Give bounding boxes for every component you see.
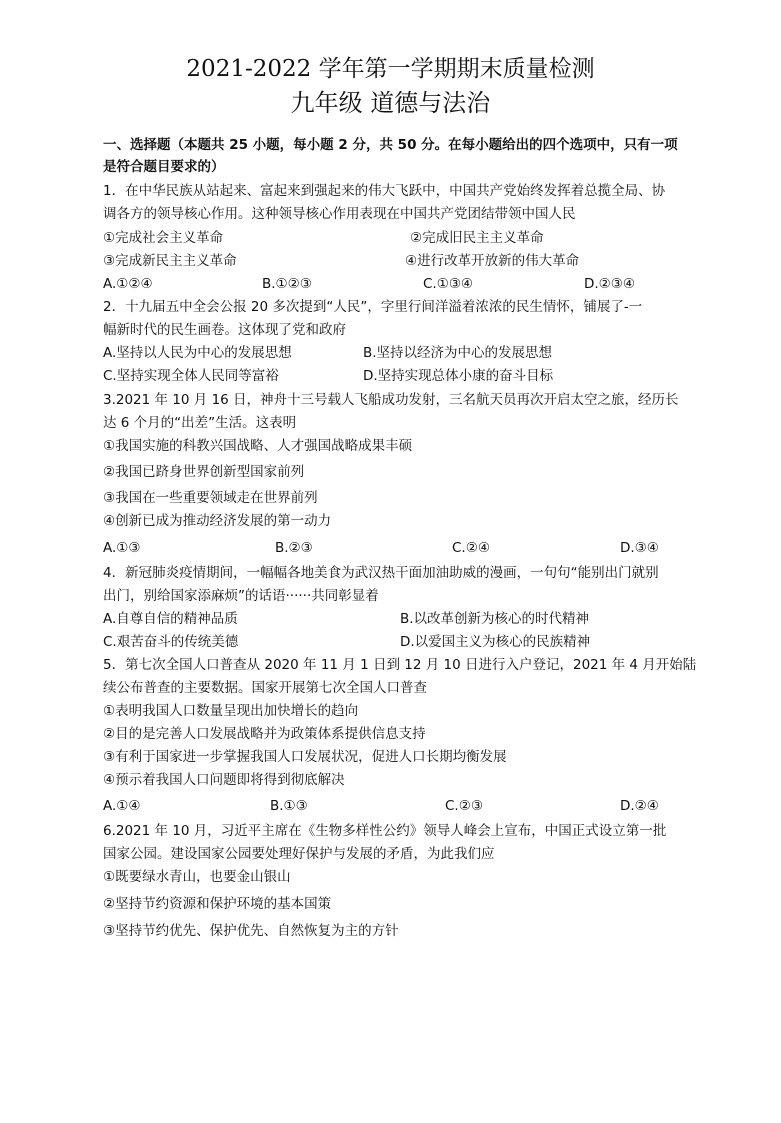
statement: ②我国已跻身世界创新型国家前列: [103, 464, 305, 480]
choice-b[interactable]: B.②③: [275, 540, 313, 556]
question-stem: 调各方的领导核心作用。这种领导核心作用表现在中国共产党团结带领中国人民: [103, 206, 576, 222]
choice-c[interactable]: C.坚持实现全体人民同等富裕: [103, 368, 279, 384]
choice-b[interactable]: B.①②③: [262, 276, 312, 292]
statement: ①表明我国人口数量呈现出加快增长的趋向: [103, 703, 359, 719]
statement: ①既要绿水青山，也要金山银山: [103, 869, 291, 885]
choice-d[interactable]: D.②④: [620, 798, 659, 814]
statement: ①我国实施的科教兴国战略、人才强国战略成果丰硕: [103, 438, 413, 454]
question-stem: 续公布普查的主要数据。国家开展第七次全国人口普查: [103, 680, 427, 696]
statement: ④预示着我国人口问题即将得到彻底解决: [103, 772, 345, 788]
choice-b[interactable]: B.坚持以经济为中心的发展思想: [363, 345, 553, 361]
choice-b[interactable]: B.以改革创新为核心的时代精神: [400, 611, 590, 627]
statement: ③完成新民主主义革命: [103, 253, 237, 269]
statement: ②坚持节约资源和保护环境的基本国策: [103, 896, 332, 912]
statement: ④进行改革开放新的伟大革命: [405, 253, 580, 269]
question-stem: 国家公园。建设国家公园要处理好保护与发展的矛盾，为此我们应: [103, 846, 495, 862]
statement: ①完成社会主义革命: [103, 230, 224, 246]
question-stem: 1．在中华民族从站起来、富起来到强起来的伟大飞跃中，中国共产党始终发挥着总揽全局、协: [103, 183, 666, 199]
section-heading-cont: 是符合题目要求的）: [103, 159, 225, 175]
choice-d[interactable]: D.坚持实现总体小康的奋斗目标: [363, 368, 554, 384]
statement: ③有利于国家进一步掌握我国人口发展状况，促进人口长期均衡发展: [103, 749, 507, 765]
exam-title: 2021-2022 学年第一学期期末质量检测: [186, 56, 595, 82]
choice-a[interactable]: A.①②④: [103, 276, 153, 292]
choice-a[interactable]: A.坚持以人民为中心的发展思想: [103, 345, 292, 361]
question-stem: 2．十九届五中全会公报 20 多次提到“人民”，字里行间洋溢着浓浓的民生情怀，铺展了-一: [103, 299, 643, 315]
choice-a[interactable]: A.自尊自信的精神品质: [103, 611, 238, 627]
choice-c[interactable]: C.②③: [445, 798, 483, 814]
choice-b[interactable]: B.①③: [270, 798, 308, 814]
question-stem: 6.2021 年 10 月，习近平主席在《生物多样性公约》领导人峰会上宣布，中国正式设立第一批: [103, 823, 667, 839]
choice-c[interactable]: C.艰苦奋斗的传统美德: [103, 634, 239, 650]
choice-a[interactable]: A.①④: [103, 798, 141, 814]
statement: ④创新已成为推动经济发展的第一动力: [103, 513, 332, 529]
question-stem: 出门，别给国家添麻烦”的话语······共同彰显着: [103, 588, 379, 604]
choice-c[interactable]: C.②④: [452, 540, 490, 556]
exam-subject: 九年级 道德与法治: [290, 89, 491, 117]
choice-d[interactable]: D.③④: [620, 540, 659, 556]
question-stem: 4．新冠肺炎疫情期间，一幅幅各地美食为武汉热干面加油助威的漫画，一句句“能别出门就别: [103, 565, 659, 581]
section-heading: 一、选择题（本题共 25 小题，每小题 2 分，共 50 分。在每小题给出的四个选项中，只有一项: [103, 137, 678, 153]
statement: ②目的是完善人口发展战略并为政策体系提供信息支持: [103, 726, 426, 742]
question-stem: 5．第七次全国人口普查从 2020 年 11 月 1 日到 12 月 10 日进行入户登记，2021 年 4 月开始陆: [103, 657, 697, 673]
statement: ②完成旧民主主义革命: [410, 230, 544, 246]
choice-c[interactable]: C.①③④: [423, 276, 474, 292]
choice-d[interactable]: D.以爱国主义为核心的民族精神: [400, 634, 591, 650]
question-stem: 幅新时代的民生画卷。这体现了党和政府: [103, 322, 346, 338]
question-stem: 达 6 个月的“出差”生活。这表明: [103, 415, 297, 431]
question-stem: 3.2021 年 10 月 16 日，神舟十三号载人飞船成功发射，三名航天员再次开启太空之旅，经历长: [103, 392, 679, 408]
choice-d[interactable]: D.②③④: [584, 276, 635, 292]
statement: ③我国在一些重要领域走在世界前列: [103, 490, 318, 506]
statement: ③坚持节约优先、保护优先、自然恢复为主的方针: [103, 923, 399, 939]
choice-a[interactable]: A.①③: [103, 540, 141, 556]
